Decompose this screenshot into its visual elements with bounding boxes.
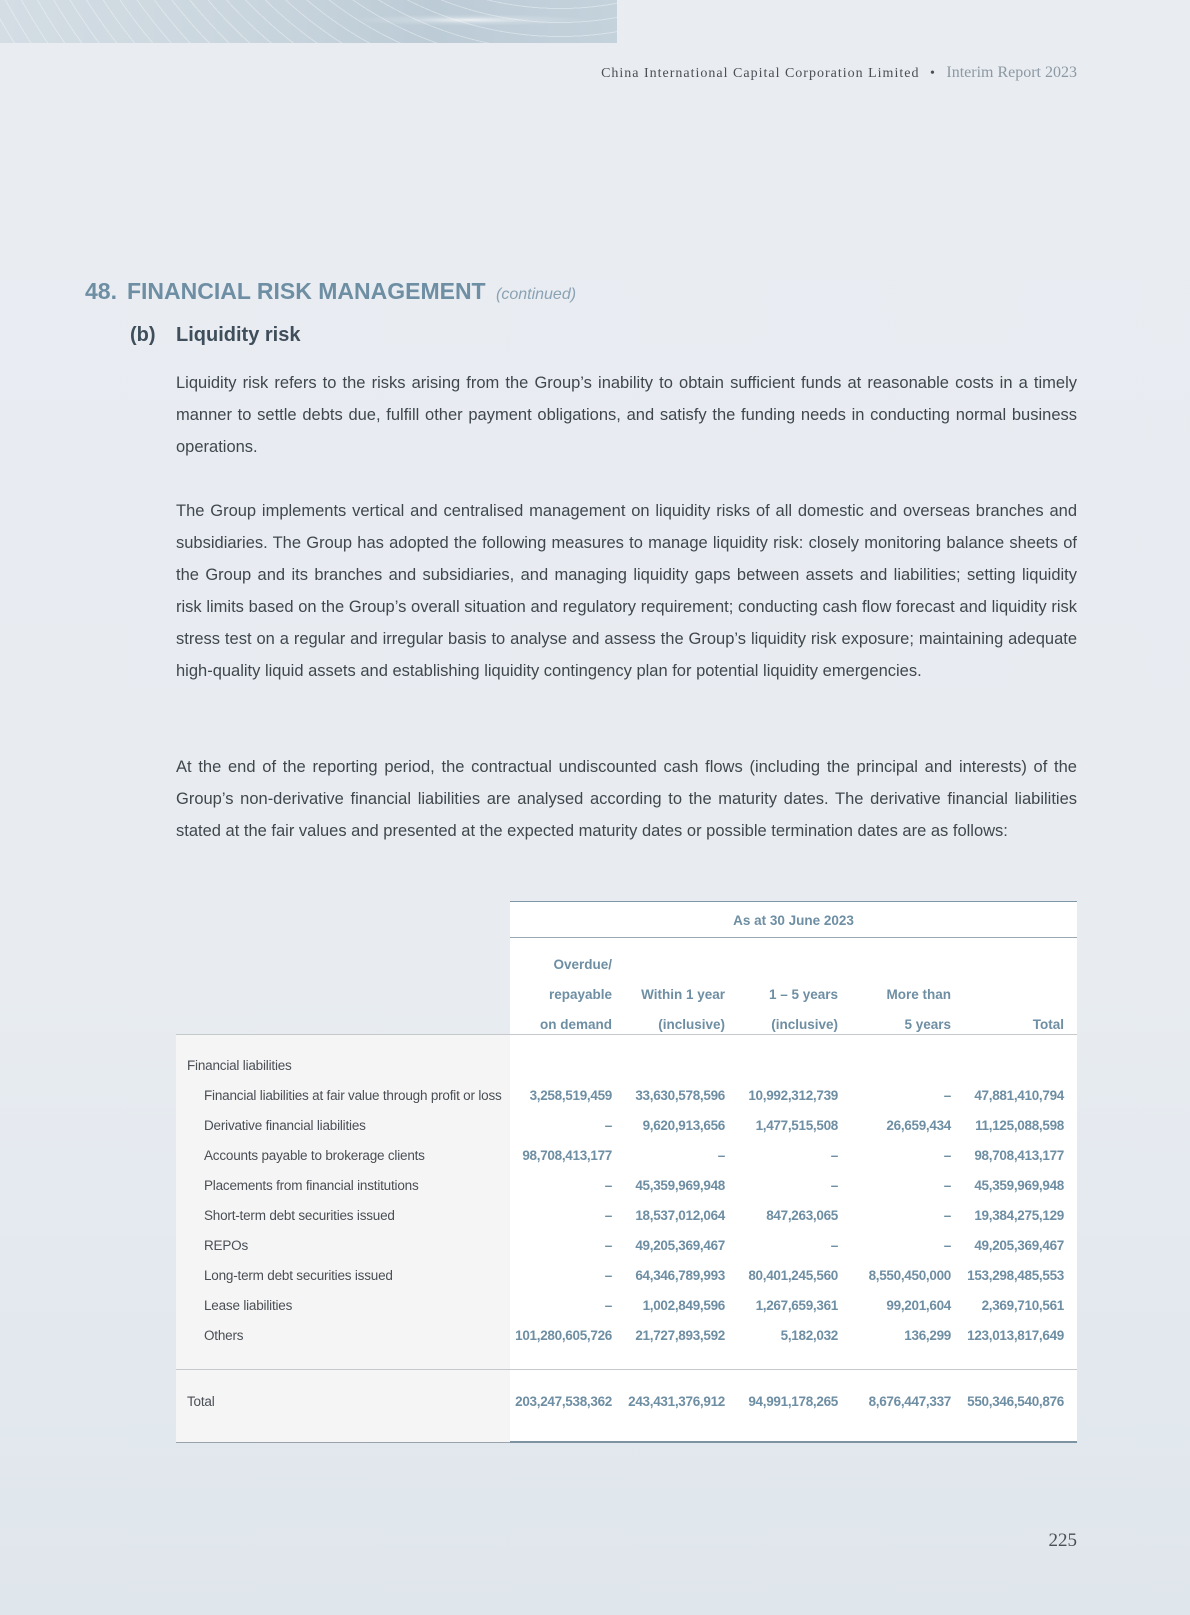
cell-value: 1,002,849,596 bbox=[642, 1298, 725, 1313]
cell-value: 847,263,065 bbox=[766, 1208, 838, 1223]
cell-value: 11,125,088,598 bbox=[975, 1118, 1064, 1133]
subsection-title bbox=[130, 324, 300, 347]
row-label: Total bbox=[187, 1394, 215, 1409]
row-label: Short-term debt securities issued bbox=[204, 1208, 395, 1223]
cell-value: – bbox=[943, 1238, 951, 1253]
column-header-line bbox=[951, 950, 1064, 980]
cell-value: 49,205,369,467 bbox=[974, 1238, 1064, 1253]
header-banner-image bbox=[0, 0, 617, 43]
divider bbox=[510, 1441, 1077, 1443]
divider bbox=[176, 1034, 1077, 1035]
cell-value: 33,630,578,596 bbox=[635, 1088, 725, 1103]
cell-value: – bbox=[604, 1268, 612, 1283]
cell-value: 8,550,450,000 bbox=[868, 1268, 951, 1283]
table-row bbox=[176, 1231, 1077, 1261]
cell-value: – bbox=[604, 1118, 612, 1133]
paragraph-definition: Liquidity risk refers to the risks arising from the Group’s inability to obtain sufficient funds at reasonable costs in a timely manner to settle debts due, fulfill other payment obligations, and satisfy the funding needs in conducting normal business operations. bbox=[176, 374, 1077, 456]
cell-value: 101,280,605,726 bbox=[515, 1328, 612, 1343]
report-name: Interim Report 2023 bbox=[946, 64, 1077, 81]
cell-value: 1,477,515,508 bbox=[755, 1118, 838, 1133]
cell-value: – bbox=[943, 1088, 951, 1103]
table-row bbox=[176, 1321, 1077, 1351]
cell-value: – bbox=[830, 1148, 838, 1163]
cell-value: 21,727,893,592 bbox=[635, 1328, 725, 1343]
column-header-line bbox=[725, 950, 838, 980]
cell-value: 136,299 bbox=[904, 1328, 951, 1343]
cell-value: 45,359,969,948 bbox=[635, 1178, 725, 1193]
row-label: Long-term debt securities issued bbox=[204, 1268, 393, 1283]
cell-value: 203,247,538,362 bbox=[515, 1394, 612, 1409]
column-header-line: (inclusive) bbox=[658, 1017, 725, 1032]
cell-value: – bbox=[830, 1178, 838, 1193]
company-name: China International Capital Corporation Limited bbox=[601, 66, 920, 81]
subsection-heading: Liquidity risk bbox=[176, 324, 301, 346]
cell-value: – bbox=[604, 1298, 612, 1313]
paragraph-measures: The Group implements vertical and centralised management on liquidity risks of all domestic and overseas branches and subsidiaries. The Group has adopted the following measures to manage liquidity risk: closely monitoring balance sheets of the Group and its branches and subsidiaries, and managing liquidity gaps between assets and liabilities; setting liquidity risk limits based on the Group’s overall situation and regulatory requirement; conducting cash flow forecast and liquidity risk stress test on a regular and irregular basis to analyse and assess the Group’s liquidity risk exposure; maintaining adequate high-quality liquid assets and establishing liquidity contingency plan for potential liquidity emergencies. bbox=[176, 502, 1077, 680]
table-row bbox=[176, 1081, 1077, 1111]
cell-value: 98,708,413,177 bbox=[522, 1148, 612, 1163]
table-row bbox=[176, 1291, 1077, 1321]
section-title bbox=[85, 278, 576, 305]
column-header-line: More than bbox=[886, 987, 951, 1002]
cell-value: 45,359,969,948 bbox=[974, 1178, 1064, 1193]
running-header bbox=[601, 64, 1077, 82]
column-header-line bbox=[951, 980, 1064, 1010]
cell-value: 8,676,447,337 bbox=[868, 1394, 951, 1409]
cell-value: 123,013,817,649 bbox=[967, 1328, 1064, 1343]
row-label: Financial liabilities bbox=[187, 1058, 292, 1073]
cell-value: 9,620,913,656 bbox=[642, 1118, 725, 1133]
divider bbox=[510, 901, 1077, 902]
table-row bbox=[176, 1261, 1077, 1291]
row-label: REPOs bbox=[204, 1238, 249, 1253]
column-header-1-5-years bbox=[725, 950, 838, 1040]
cell-value: 5,182,032 bbox=[780, 1328, 838, 1343]
cell-value: 2,369,710,561 bbox=[981, 1298, 1064, 1313]
column-header-line bbox=[838, 950, 951, 980]
cell-value: – bbox=[943, 1208, 951, 1223]
cell-value: 26,659,434 bbox=[886, 1118, 951, 1133]
column-header-overdue bbox=[510, 950, 612, 1040]
subsection-letter: (b) bbox=[130, 324, 156, 346]
divider bbox=[176, 1442, 510, 1443]
divider bbox=[176, 1369, 1077, 1370]
row-label: Accounts payable to brokerage clients bbox=[204, 1148, 425, 1163]
section-heading: FINANCIAL RISK MANAGEMENT bbox=[126, 278, 486, 304]
divider bbox=[510, 937, 1077, 938]
cell-value: 10,992,312,739 bbox=[748, 1088, 838, 1103]
cell-value: – bbox=[943, 1148, 951, 1163]
cell-value: 19,384,275,129 bbox=[974, 1208, 1064, 1223]
row-label: Placements from financial institutions bbox=[204, 1178, 419, 1193]
cell-value: 80,401,245,560 bbox=[748, 1268, 838, 1283]
cell-value: – bbox=[604, 1238, 612, 1253]
table-row bbox=[176, 1141, 1077, 1171]
column-header-line: on demand bbox=[539, 1017, 612, 1032]
column-header-line bbox=[612, 950, 725, 980]
cell-value: 1,267,659,361 bbox=[755, 1298, 838, 1313]
column-header-line: 1 – 5 years bbox=[768, 987, 838, 1002]
table-row bbox=[176, 1111, 1077, 1141]
cell-value: 99,201,604 bbox=[886, 1298, 951, 1313]
row-label: Derivative financial liabilities bbox=[204, 1118, 366, 1133]
row-label: Lease liabilities bbox=[204, 1298, 293, 1313]
column-header-total bbox=[951, 950, 1064, 1040]
section-number: 48. bbox=[85, 278, 117, 304]
table-total-row bbox=[176, 1387, 1077, 1417]
cell-value: 64,346,789,993 bbox=[635, 1268, 725, 1283]
continued-label: (continued) bbox=[496, 286, 577, 303]
column-header-line: Within 1 year bbox=[641, 987, 725, 1002]
cell-value: – bbox=[717, 1148, 725, 1163]
cell-value: 3,258,519,459 bbox=[529, 1088, 612, 1103]
table-row bbox=[176, 1171, 1077, 1201]
column-header-line: Overdue/ bbox=[553, 957, 612, 972]
page-number: 225 bbox=[1048, 1530, 1077, 1551]
cell-value: 153,298,485,553 bbox=[967, 1268, 1064, 1283]
row-label: Others bbox=[204, 1328, 244, 1343]
cell-value: 243,431,376,912 bbox=[628, 1394, 725, 1409]
bullet-separator: • bbox=[929, 66, 936, 81]
cell-value: – bbox=[604, 1208, 612, 1223]
cell-value: 18,537,012,064 bbox=[635, 1208, 725, 1223]
table-row bbox=[176, 1201, 1077, 1231]
column-header-line: (inclusive) bbox=[771, 1017, 838, 1032]
column-header-within-1-year bbox=[612, 950, 725, 1040]
column-header-more-than-5-years bbox=[838, 950, 951, 1040]
cell-value: 49,205,369,467 bbox=[635, 1238, 725, 1253]
cell-value: 94,991,178,265 bbox=[748, 1394, 838, 1409]
paragraph-table-intro: At the end of the reporting period, the contractual undiscounted cash flows (including the principal and interests) of the Group’s non-derivative financial liabilities are analysed according to the maturity dates. The derivative financial liabilities stated at the fair values and presented at the expected maturity dates or possible termination dates are as follows: bbox=[176, 758, 1077, 840]
row-label: Financial liabilities at fair value through profit or loss bbox=[204, 1088, 502, 1103]
table-date-header: As at 30 June 2023 bbox=[733, 913, 854, 928]
cell-value: – bbox=[830, 1238, 838, 1253]
table-group-row bbox=[176, 1051, 1077, 1081]
cell-value: – bbox=[604, 1178, 612, 1193]
cell-value: 98,708,413,177 bbox=[974, 1148, 1064, 1163]
cell-value: 550,346,540,876 bbox=[967, 1394, 1064, 1409]
cell-value: 47,881,410,794 bbox=[974, 1088, 1064, 1103]
column-header-line: repayable bbox=[548, 987, 612, 1002]
column-header-line: 5 years bbox=[904, 1017, 951, 1032]
column-header-line: Total bbox=[1032, 1017, 1064, 1032]
cell-value: – bbox=[943, 1178, 951, 1193]
